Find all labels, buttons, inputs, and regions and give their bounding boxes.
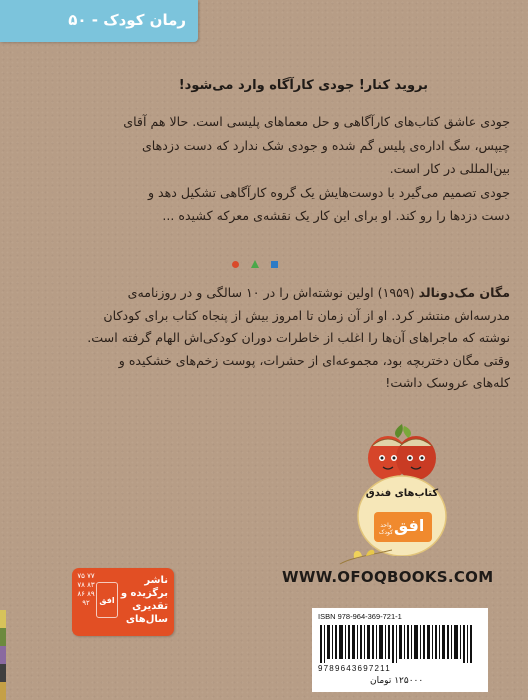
logo-arc-text: کتاب‌های فندق xyxy=(365,488,439,499)
green-triangle-icon xyxy=(251,260,259,268)
publisher-logo xyxy=(352,418,452,556)
series-tab xyxy=(0,0,198,42)
red-dot-icon xyxy=(232,261,239,268)
hazelnut-logo-icon xyxy=(352,418,452,556)
series-label: رمان کودک - ۵۰ xyxy=(68,11,186,29)
logo-sub: واحد کودک xyxy=(379,522,393,536)
spine-color-strip xyxy=(0,610,6,700)
award-mini-logo: افق xyxy=(96,582,118,618)
logo-brand: افق xyxy=(394,516,425,535)
synopsis xyxy=(118,110,510,228)
website-url[interactable]: WWW.OFOQBOOKS.COM xyxy=(282,568,494,586)
barcode-panel xyxy=(312,608,488,692)
barcode-icon xyxy=(320,625,472,663)
author-bio-text: (۱۹۵۹) اولین نوشته‌اش را در ۱۰ سالگی و در روزنامه‌ی مدرسه‌اش منتشر کرد. او از آن زمان تا امروز بیش از پنجاه کتاب برای کودکان نوشته که ماجراهای آن‌ها را اغلب از خاطرات دوران کودکی‌اش الهام گرفته است. xyxy=(87,285,510,345)
award-text: ناشر برگزیده و تقدیری سال‌های xyxy=(120,575,168,625)
author-name: مگان مک‌دونالد xyxy=(418,285,510,300)
leaf-decoration-icon xyxy=(336,544,396,568)
author-bio-paragraph-2: وقتی مگان دختربچه بود، مجموعه‌ای از حشرات، پوست زخم‌های خشکیده و کله‌های عروسک داشت! xyxy=(118,352,510,390)
award-badge xyxy=(72,568,174,636)
blue-square-icon xyxy=(271,261,278,268)
barcode-number: 9789643697211 xyxy=(318,664,391,673)
price-text: ۱۲۵۰۰۰ تومان xyxy=(370,676,424,686)
synopsis-paragraph-1: جودی عاشق کتاب‌های کارآگاهی و حل معماهای پلیسی است. حالا هم آقای چیپس، سگ اداره‌ی پلیس گم شده و جودی شک ندارد که دست دزدهای بین‌المللی در کار است. xyxy=(123,114,510,176)
synopsis-paragraph-2: جودی تصمیم می‌گیرد با دوست‌هایش یک گروه کارآگاهی تشکیل دهد و دست دزدها را رو کند. او برای این کار یک نقشه‌ی معرکه کشیده ... xyxy=(147,184,510,223)
section-divider xyxy=(232,258,296,270)
isbn-text: ISBN 978-964-369-721-1 xyxy=(318,612,402,621)
award-years: ۷۵ ۷۷ ۷۸ ۸۳ ۸۶ ۸۹ ۹۲ xyxy=(77,572,95,607)
headline: بروید کنار! جودی کارآگاه وارد می‌شود! xyxy=(178,78,428,93)
author-bio xyxy=(82,282,510,395)
